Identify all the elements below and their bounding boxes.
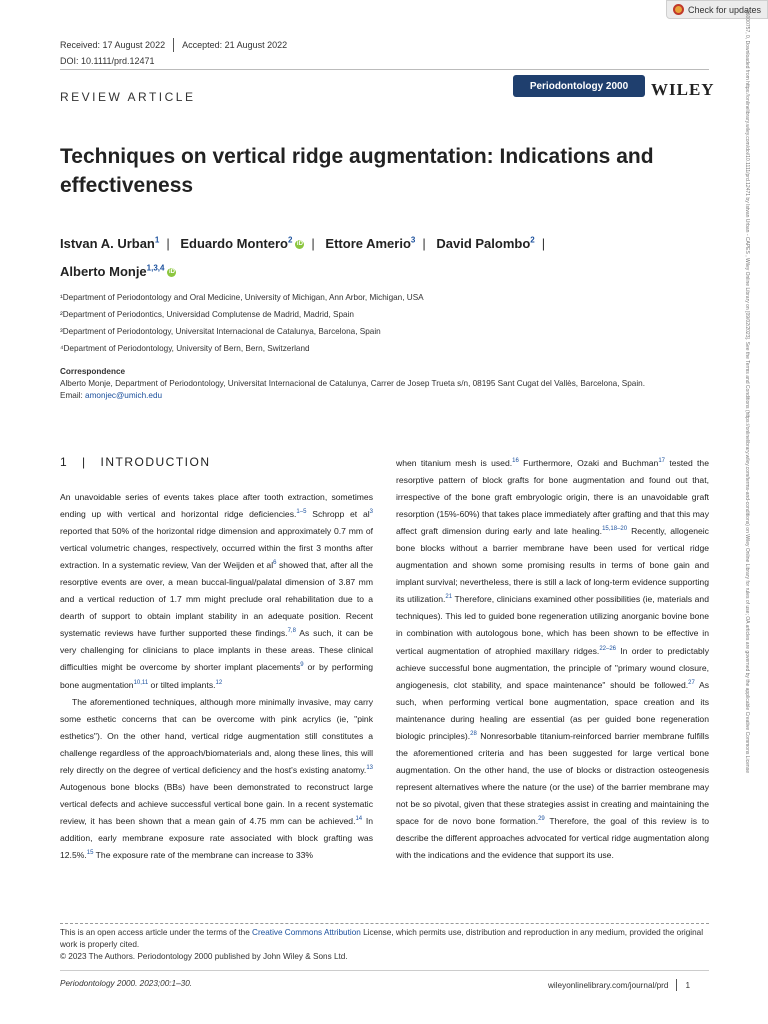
correspondence-text: Alberto Monje, Department of Periodontology, Universitat Internacional de Catalunya, Carrer de Josep Trueta s/n, 08195 Sant Cugat del Vallès, Barcelona, Spain. xyxy=(60,379,645,388)
correspondence xyxy=(60,366,710,402)
page-footer-right xyxy=(548,979,690,991)
orcid-icon[interactable]: iD xyxy=(168,268,175,275)
copyright: © 2023 The Authors. Periodontology 2000 published by John Wiley & Sons Ltd. xyxy=(60,952,348,961)
license-note: This is an open access article under the terms of the Creative Commons Attribution License, which permits use, distribution and reproduction in any medium, provided the original work is properly cited. © 2023 The Authors. Periodontology 2000 published by John Wiley & Sons Ltd. xyxy=(60,927,710,963)
article-title: Techniques on vertical ridge augmentation: Indications and effectiveness xyxy=(60,145,654,197)
paragraph: An unavoidable series of events takes place after tooth extraction, sometimes ending up with vertical and horizontal ridge deficiencies.$^{1-5}$ Schropp et $al^3$ reported that 50% of the horizontal ridge dimension and approximately 0.7 mm of vertical volumetric changes, respectively, occurred within the first 3 months after extraction. In a systematic review, Van der Weijden et $al^6$ showed that, after all the resorptive events are over, a mean buccal-lingual/palatal dimension of 3.87 mm and a vertical reduction of 1.7 mm might preclude oral rehabilitation due to a dearth of support to obtain implant stability in an adequate position. Recent systematic reviews have further supported these findings.$^{7,8}$ As such, it can be very challenging for clinicians to place implants in these areas. These clinical difficulties might be overcome by shorter implant placements$^9$ or by performing bone augmentation$^{10,11}$ or tilted implants.$^{12}$ xyxy=(60,492,373,690)
affiliations xyxy=(60,289,424,357)
article-type: REVIEW ARTICLE xyxy=(60,90,196,104)
footer-divider xyxy=(60,923,709,924)
license-link[interactable]: Creative Commons Attribution xyxy=(252,928,361,937)
received-date: Received: 17 August 2022 xyxy=(60,40,166,50)
email-link[interactable]: amonjec@umich.edu xyxy=(85,391,163,400)
journal-url[interactable]: wileyonlinelibrary.com/journal/prd xyxy=(548,980,669,990)
accepted-date: Accepted: 21 August 2022 xyxy=(182,40,288,50)
check-updates-label: Check for updates xyxy=(688,4,762,15)
correspondence-heading: Correspondence xyxy=(60,367,126,376)
author-name[interactable]: Eduardo Montero$^2$ iD xyxy=(180,236,303,252)
date-separator xyxy=(173,38,174,52)
author-name[interactable]: Istvan A. Urban$^1$ xyxy=(60,236,160,252)
body-column-right xyxy=(396,455,709,864)
footer-separator xyxy=(676,979,677,991)
email-label: Email: xyxy=(60,391,86,400)
footer-rule xyxy=(60,970,709,971)
paragraph: when titanium mesh is used.$^{16}$ Furthermore, Ozaki and Buchman$^{17}$ tested the resorptive pattern of block grafts for bone augmentation and found out that, irrespective of the bone graft embryologic origin, there is an unavoidable graft resorption (15%-60%) that takes place immediately after grafting and that this may affect graft dimension during early and late healing.$^{15,18-20}$ Recently, allogeneic bone blocks without a barrier membrane have been used for vertical ridge augmentation and shown some promising results in terms of bone gain and implant survival; nevertheless, there is still a lack of long-term evidence supporting its utilization.$^{21}$ Therefore, clinicians examined other possibilities (ie, materials and techniques). This led to guided bone regeneration utilizing anorganic bovine bone in combination with autologous bone, which has been shown to be effective in vertical augmentation of atrophied maxillary ridges.$^{22-26}$ In order to predictably achieve successful bone augmentation, the principle of "primary wound closure, angiogenesis, clot stability, and space maintenance" should be followed.$^{27}$ As such, when performing vertical bone augmentation, space creation and its maintenance during healing are essential (as per guided bone regeneration biologic principles).$^{28}$ Nonresorbable titanium-reinforced barrier membrane fulfills the aforementioned criteria and has been suggested for large vertical bone augmentation. On the other hand, the use of blocks or distraction osteogenesis represent alternatives where the nature (or the use) of the barrier membrane may not be so pivotal, given that these strategies assist in creating and maintaining the space for de novo bone formation.$^{29}$ Therefore, the goal of this review is to describe the different approaches advocated for vertical ridge augmentation along with the indications and the evidence that support its use. xyxy=(396,458,709,861)
header-divider xyxy=(60,69,709,70)
section-title: INTRODUCTION xyxy=(100,455,211,469)
download-watermark: 16000757, 0, Downloaded from https://onlinelibrary.wiley.com/doi/10.1111/prd.12471 by Istvan Urban - CAPES , Wiley Online Library on [09/02/2023]. See the Terms and Conditions (https://onlinelibrary.wiley.com/terms-and-conditions) on Wiley Online Library for rules of use; OA articles are governed by the applicable Creative Commons License xyxy=(744,10,750,773)
author-name[interactable]: Ettore Amerio$^3$ xyxy=(325,236,416,252)
author-list: Istvan A. Urban$^1$ | Eduardo Montero$^2$ iD | Ettore Amerio$^3$ | David Palombo$^2$ | Alberto Monje$^{1,3,4}$ iD xyxy=(60,236,546,279)
body-column-left xyxy=(60,489,373,864)
affiliation: ⁴Department of Periodontology, University of Bern, Bern, Switzerland xyxy=(60,344,310,353)
article-dates xyxy=(60,38,287,52)
author-name[interactable]: David Palombo$^2$ xyxy=(436,236,535,252)
citation: Periodontology 2000. 2023;00:1–30. xyxy=(60,979,193,988)
orcid-icon[interactable]: iD xyxy=(296,241,303,248)
doi: DOI: 10.1111/prd.12471 xyxy=(60,56,155,66)
affiliation: ³Department of Periodontology, Universitat Internacional de Catalunya, Barcelona, Spain xyxy=(60,327,381,336)
paragraph: The aforementioned techniques, although more minimally invasive, may carry some esthetic concerns that can be overcome with pink acrylics (ie, "pink esthetics"). On the other hand, vertical ridge augmentation still constitutes a challenge regardless of the approach/biomaterials and, along these lines, this will rely directly on the degree of vertical deficiency and the host's existing anatomy.$^{13}$ Autogenous bone blocks (BBs) have been demonstrated to reconstruct large vertical defects and achieve successful vertical bone gain. In a recent systematic review, it has been shown that a mean gain of 4.75 mm can be achieved.$^{14}$ In addition, early membrane exposure rate associated with block grafting was 12.5%.$^{15}$ The exposure rate of the membrane can increase to 33% xyxy=(60,696,373,860)
journal-badge[interactable]: Periodontology 2000 xyxy=(513,75,645,97)
affiliation: ²Department of Periodontics, Universidad Complutense de Madrid, Madrid, Spain xyxy=(60,310,354,319)
section-heading: 1 | INTRODUCTION xyxy=(60,455,211,469)
affiliation: ¹Department of Periodontology and Oral Medicine, University of Michigan, Ann Arbor, Michigan, USA xyxy=(60,293,424,302)
page-number: 1 xyxy=(685,980,690,990)
section-number: 1 xyxy=(60,455,69,469)
publisher-logo[interactable]: WILEY xyxy=(651,80,715,99)
check-updates-icon xyxy=(673,4,684,15)
author-name[interactable]: Alberto Monje$^{1,3,4}$ iD xyxy=(60,263,175,279)
